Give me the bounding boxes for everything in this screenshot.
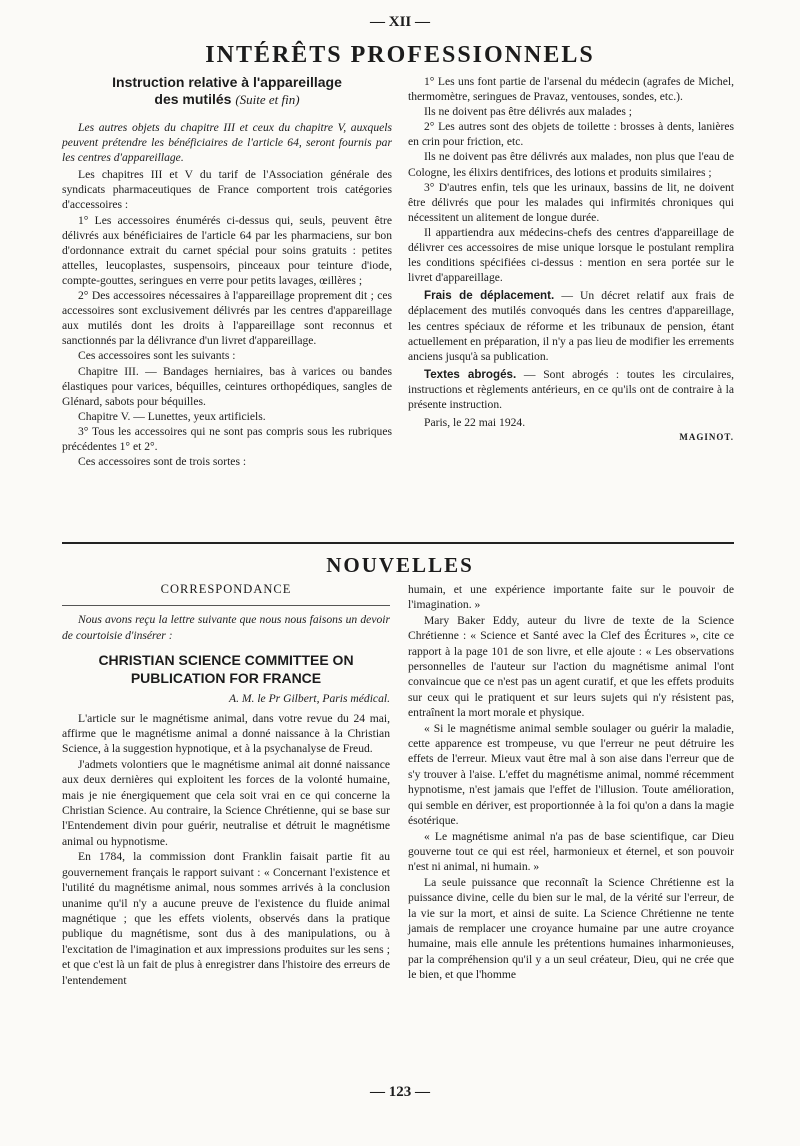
frais-paragraph bbox=[408, 288, 734, 363]
news-title: NOUVELLES bbox=[326, 553, 474, 577]
date-line: Paris, le 22 mai 1924. bbox=[424, 416, 526, 430]
textes-label: Textes abrogés. bbox=[424, 367, 517, 381]
left-paragraph: 1° Les accessoires énumérés ci-dessus qui, seuls, peuvent être délivrés aux bénéficiaires de l'article 64 par les pharmaciens, sur bon d'ordonnance extrait du carnet spécial pour soins gratuits : petites attelles, leucoplastes, suspensoirs, pinceaux pour teinture d'iode, compte-gouttes, seringues en verre pour petits lavages, œillères ; bbox=[62, 213, 392, 287]
section-divider bbox=[62, 542, 734, 544]
left-paragraph: Ces accessoires sont les suivants : bbox=[78, 349, 236, 363]
frais-label: Frais de déplacement. bbox=[424, 289, 555, 303]
page-header-roman: — XII — bbox=[369, 14, 430, 30]
right-paragraph: 1° Les uns font partie de l'arsenal du médecin (agrafes de Michel, thermomètre, seringues de Pravaz, ventouses, sondes, etc.). bbox=[408, 75, 734, 104]
cs-heading-line1: CHRISTIAN SCIENCE COMMITTEE ON bbox=[98, 652, 354, 669]
section-title: INTÉRÊTS PROFESSIONNELS bbox=[205, 42, 595, 68]
signature: MAGINOT. bbox=[679, 432, 734, 443]
news-right-paragraph: Mary Baker Eddy, auteur du livre de texte de la Science Chrétienne : « Science et Santé avec la Clef des Écritures », cite ce rapport à la page 101 de son livre, et elle ajoute : « Les observations personnelles de l'auteur sur l'action du magnétisme animal l'ont convaincue que ce n'est pas un agent curatif, et que les effets produits sur ceux qui le pratiquent et sur leurs sujets qui n'y résistent pas, entraînent la mort morale et physique. bbox=[408, 613, 734, 720]
news-right-column bbox=[408, 582, 734, 983]
article-title-suffix: (Suite et fin) bbox=[235, 92, 300, 107]
correspondance-intro: Nous avons reçu la lettre suivante que nous nous faisons un devoir de courtoisie d'insérer : bbox=[62, 613, 390, 642]
news-right-paragraph: La seule puissance que reconnaît la Science Chrétienne est la puissance divine, celle du bien sur le mal, de la vérité sur l'erreur, de la vie sur la mort, et ainsi de suite. La Science Chrétienne ne tente jamais de remplacer une croyance humaine par une autre croyance humaine, mais elle annule les prétentions humaines inharmonieuses, par la compréhension qu'il y a un seul créateur, Dieu, qui ne crée que le bien, et que l'homme bbox=[408, 875, 734, 982]
left-paragraph: Les chapitres III et V du tarif de l'Association générale des syndicats pharmaceutiques de France comportent trois catégories d'accessoires : bbox=[62, 168, 392, 212]
right-paragraph: 3° D'autres enfin, tels que les urinaux, bassins de lit, ne doivent être délivrés que pour les malades qui infirmités chroniques qui nécessitent un alitement de longue durée. bbox=[408, 180, 734, 224]
cs-heading-line2: PUBLICATION FOR FRANCE bbox=[130, 670, 322, 687]
left-paragraph: 2° Des accessoires nécessaires à l'appareillage proprement dit ; ces accessoires sont exclusivement délivrés par les centres d'appareillage aux mutilés dont les droits à l'appareillage sont reconnus et sanctionnés par la délivrance d'un livret d'appareillage. bbox=[62, 289, 392, 348]
article-intro: Les autres objets du chapitre III et ceux du chapitre V, auxquels peuvent prétendre les bénéficiaires de l'article 64, seront fournis par les centres d'appareillage. bbox=[62, 121, 392, 165]
right-paragraph: Ils ne doivent pas être délivrés aux malades ; bbox=[424, 105, 632, 119]
right-paragraph: Ils ne doivent pas être délivrés aux malades, non plus que l'eau de Cologne, les élixirs dentifrices, des lotions et produits similaires ; bbox=[408, 150, 734, 179]
correspondance-heading: CORRESPONDANCE bbox=[160, 582, 292, 596]
left-paragraph: Chapitre V. — Lunettes, yeux artificiels. bbox=[78, 409, 266, 423]
left-paragraph: 3° Tous les accessoires qui ne sont pas compris sous les rubriques précédentes 1° et 2°. bbox=[62, 424, 392, 453]
textes-paragraph bbox=[408, 367, 734, 412]
left-paragraph: Ces accessoires sont de trois sortes : bbox=[78, 455, 247, 469]
news-right-paragraph: humain, et une expérience importante faite sur le pouvoir de l'imagination. » bbox=[408, 583, 734, 612]
textes-text: — Sont abrogés : toutes les circulaires, instructions et règlements antérieurs, en ce qu'ils ont de contraire à la présente instruction. bbox=[408, 367, 734, 411]
correspondance-rule bbox=[62, 605, 390, 606]
news-right-paragraph: « Si le magnétisme animal semble soulager ou guérir la maladie, cette apparence est trompeuse, vu que l'erreur ne peut détruire les effets de l'erreur. Mieux vaut être mal à son aise dans l'erreur que de s'y trouver à l'aise. L'effet du magnétisme animal, nommé récemment hypnotisme, n'est jamais que l'effet de l'illusion. Toute amélioration, qui semble en dériver, est proportionnée à la foi qu'on a dans la magie ésotérique. bbox=[408, 721, 734, 828]
right-paragraph: Il appartiendra aux médecins-chefs des centres d'appareillage de délivrer ces accessoires de mise unique lorsque le postulant remplira les conditions spécifiées ci-dessus : mention en sera portée sur le livret d'appareillage. bbox=[408, 225, 734, 285]
frais-text: — Un décret relatif aux frais de déplacement des mutilés convoqués dans les centres d'appareillage, les centres spéciaux de réforme et les tribunaux de pension, étant actuellement en préparation, il n'y a pas lieu de modifier les errements anciens jusqu'à sa publication. bbox=[408, 289, 734, 363]
article-right-column bbox=[408, 74, 734, 445]
article-title-mutiles: des mutilés bbox=[154, 91, 232, 107]
news-left-paragraph: L'article sur le magnétisme animal, dans votre revue du 24 mai, affirme que le magnétisme animal a donné naissance à la Christian Science, à la suggestion hypnotique, et à la psychanalyse de Freud. bbox=[62, 711, 390, 756]
left-paragraph: Chapitre III. — Bandages herniaires, bas à varices ou bandes élastiques pour varices, béquilles, ceintures orthopédiques, sangles de Glénard, sabots pour béquilles. bbox=[62, 364, 392, 408]
addressee: A. M. le Pr Gilbert, Paris médical. bbox=[229, 692, 390, 706]
page-number: — 123 — bbox=[370, 1084, 430, 1100]
article-title-line1: Instruction relative à l'appareillage bbox=[112, 74, 342, 90]
article-left-column bbox=[62, 74, 392, 469]
right-paragraph: 2° Les autres sont des objets de toilette : brosses à dents, lanières en crin pour friction, etc. bbox=[408, 120, 734, 149]
news-right-paragraph: « Le magnétisme animal n'a pas de base scientifique, car Dieu gouverne tout ce qui est réel, harmonieux et éternel, et son pouvoir n'est ni animal, ni humain. » bbox=[408, 829, 734, 874]
news-left-column bbox=[62, 582, 390, 988]
news-left-paragraph: En 1784, la commission dont Franklin faisait partie fit au gouvernement français le rapport suivant : « Concernant l'existence et l'utilité du magnétisme animal, nous sommes arrivés à la conclusion unanime qu'il n'y a aucune preuve de l'existence du fluide animal magnétique ; que les effets violents, observés dans la pratique publique du magnétisme, sont dus à des manipulations, ou à l'excitation de l'imagination et aux impressions produites sur les sens ; et que c'est là un fait de plus à enregistrer dans l'histoire des erreurs de l'entendement bbox=[62, 850, 390, 987]
article-title-line2 bbox=[62, 91, 392, 108]
news-left-paragraph: J'admets volontiers que le magnétisme animal ait donné naissance aux deux dernières qui exploitent les forces de la volonté humaine, mais je nie énergiquement que cela soit vrai en ce qui concerne la Christian Science. Au contraire, la Science Chrétienne, qui se base sur l'Entendement divin pour guérir, neutralise et détruit le magnétisme animal ou hypnotisme. bbox=[62, 757, 390, 848]
